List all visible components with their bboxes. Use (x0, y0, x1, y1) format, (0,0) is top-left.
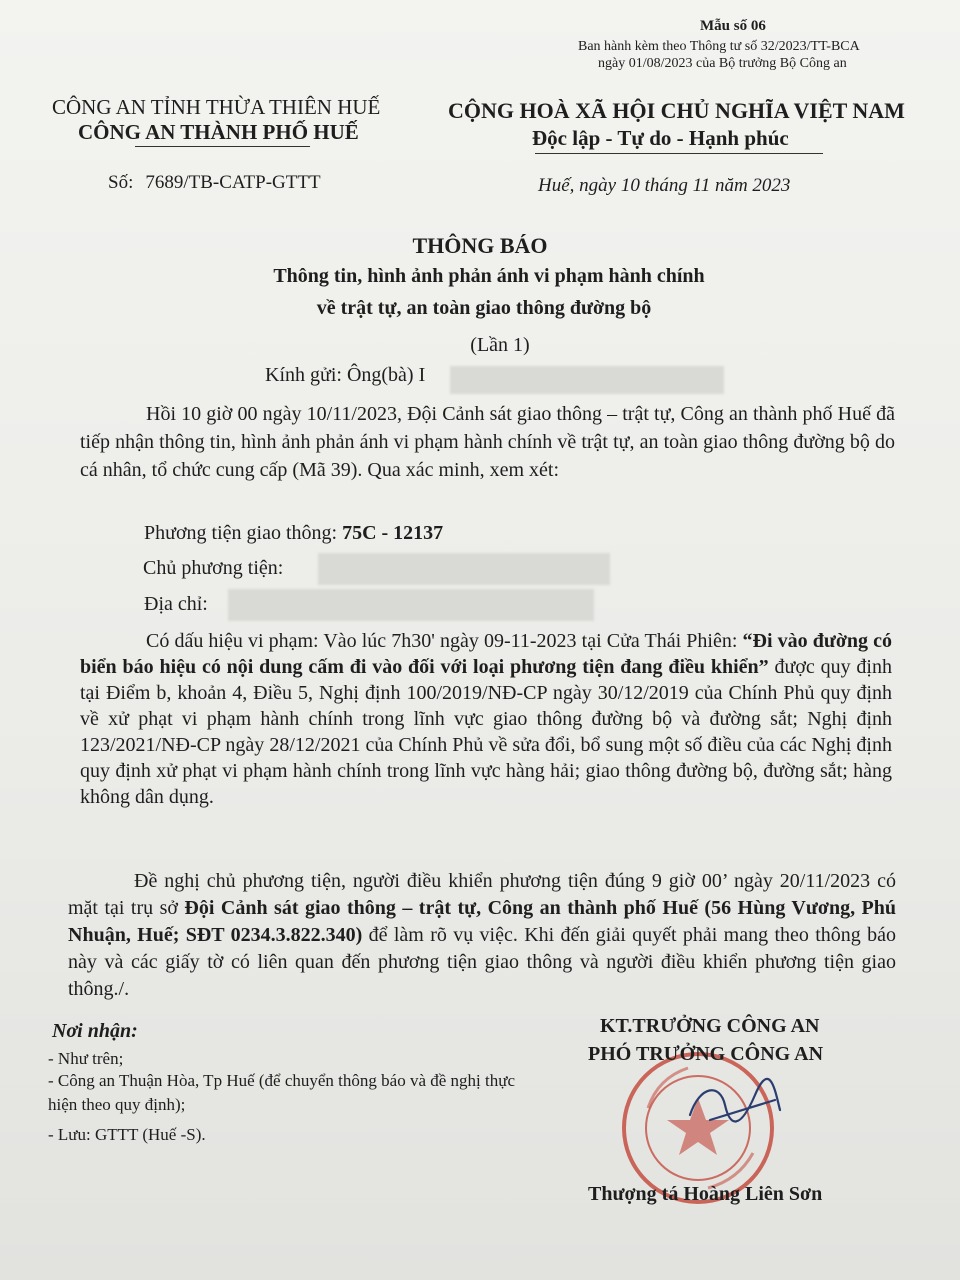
signature-title-1: KT.TRƯỞNG CÔNG AN (600, 1015, 820, 1037)
notice-count: (Lần 1) (470, 334, 530, 356)
signature-title-2: PHÓ TRƯỞNG CÔNG AN (588, 1043, 824, 1065)
paragraph-request: Đề nghị chủ phương tiện, người điều khiển phương tiện đúng 9 giờ 00’ ngày 20/11/2023 có mặt tại trụ sở Đội Cảnh sát giao thông – trật tự, Công an thành phố Huế (56 Hùng Vương, Phú Nhuận, Huế; SĐT 0234.3.822.340) để làm rõ vụ việc. Khi đến giải quyết phải mang theo thông báo này và các giấy tờ có liên quan đến phương tiện giao thông và người điều khiển phương tiện giao thông./. (68, 870, 897, 1000)
form-issued-line-2: ngày 01/08/2023 của Bộ trưởng Bộ Công an (598, 56, 847, 71)
addressee: Kính gửi: Ông(bà) I (265, 364, 426, 386)
nation-name: CỘNG HOÀ XÃ HỘI CHỦ NGHĨA VIỆT NAM (448, 98, 905, 123)
recipients-title: Nơi nhận: (52, 1020, 138, 1042)
document-title: THÔNG BÁO (412, 233, 548, 258)
vehicle-plate: 75C - 12137 (342, 522, 444, 544)
address-field (144, 593, 208, 616)
office-address: Đội Cảnh sát giao thông – trật tự, Công an thành phố Huế (56 Hùng Vương, Phú Nhuận, Huế; SĐT 0234.3.822.340) (68, 897, 897, 946)
recipient-item: - Lưu: GTTT (Huế -S). (48, 1125, 206, 1144)
owner-field (143, 557, 283, 580)
paragraph-intro: Hồi 10 giờ 00 ngày 10/11/2023, Đội Cảnh sát giao thông – trật tự, Công an thành phố Huế đã tiếp nhận thông tin, hình ảnh phản ánh vi phạm hành chính về trật tự, an toàn giao thông đường bộ do cá nhân, tổ chức cung cấp (Mã 39). Qua xác minh, xem xét: (80, 403, 895, 481)
owner-label: Chủ phương tiện: (143, 557, 284, 579)
org-name: CÔNG AN THÀNH PHỐ HUẾ (78, 120, 359, 144)
org-underline (135, 146, 310, 147)
redacted-addressee (450, 366, 724, 394)
recipient-item: - Như trên; (48, 1049, 124, 1068)
doc-no-label: Số: (108, 172, 134, 193)
signer-name: Thượng tá Hoàng Liên Sơn (588, 1183, 823, 1205)
document-subtitle-2: về trật tự, an toàn giao thông đường bộ (316, 297, 652, 319)
motto-underline (535, 153, 823, 154)
document-number (108, 172, 321, 194)
redacted-address (228, 589, 594, 621)
handwritten-signature (680, 1075, 790, 1135)
address-label: Địa chỉ: (144, 593, 208, 615)
doc-no-value: 7689/TB-CATP-GTTT (145, 172, 321, 193)
redacted-owner (318, 553, 610, 585)
form-issued-line-1: Ban hành kèm theo Thông tư số 32/2023/TT-BCA (578, 39, 860, 54)
form-number: Mẫu số 06 (700, 18, 766, 34)
place-date: Huế, ngày 10 tháng 11 năm 2023 (538, 175, 791, 196)
paragraph-violation: Có dấu hiệu vi phạm: Vào lúc 7h30' ngày 09-11-2023 tại Cửa Thái Phiên: “Đi vào đường có biển báo hiệu có nội dung cấm đi vào đối với loại phương tiện đang điều khiển” được quy định tại Điểm b, khoản 4, Điều 5, Nghị định 100/2019/NĐ-CP ngày 30/12/2019 của Chính Phủ quy định về xử phạt vi phạm hành chính trong lĩnh vực giao thông đường bộ và đường sắt; Nghị định 123/2021/NĐ-CP ngày 28/12/2021 của Chính Phủ về sửa đổi, bổ sung một số điều của các Nghị định quy định xử phạt vi phạm hành chính trong lĩnh vực hàng hải; giao thông đường bộ, đường sắt; hàng không dân dụng. (80, 630, 892, 808)
recipient-item: - Công an Thuận Hòa, Tp Huế (để chuyển thông báo và đề nghị thực hiện theo quy định); (48, 1071, 516, 1114)
document-subtitle-1: Thông tin, hình ảnh phản ánh vi phạm hành chính (273, 265, 705, 287)
motto: Độc lập - Tự do - Hạnh phúc (532, 126, 789, 150)
violation-description: “Đi vào đường có biển báo hiệu có nội dung cấm đi vào đối với loại phương tiện đang điều khiển” (80, 630, 892, 678)
vehicle-label: Phương tiện giao thông: (144, 522, 343, 544)
org-parent: CÔNG AN TỈNH THỪA THIÊN HUẾ (52, 95, 381, 119)
vehicle-field (144, 522, 443, 545)
